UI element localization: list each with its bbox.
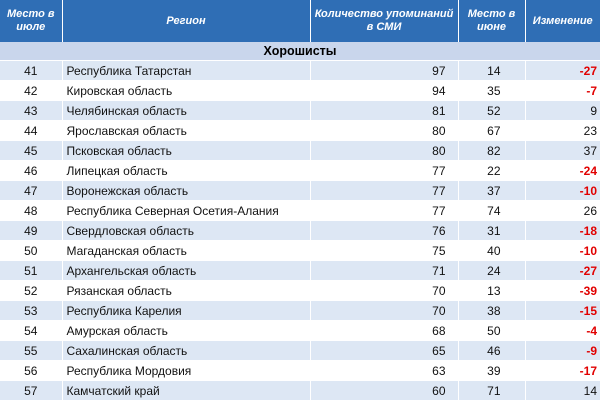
cell-rank-june: 46 (458, 341, 525, 361)
header-rank-june: Место в июне (458, 0, 525, 42)
table-row (0, 261, 600, 281)
cell-change: -4 (525, 321, 600, 341)
cell-mentions: 70 (310, 281, 458, 301)
cell-region: Псковская область (62, 141, 310, 161)
table-row (0, 81, 600, 101)
cell-mentions: 94 (310, 81, 458, 101)
cell-change: 23 (525, 121, 600, 141)
cell-change: -10 (525, 181, 600, 201)
cell-rank-july: 41 (0, 61, 62, 81)
cell-region: Республика Северная Осетия-Алания (62, 201, 310, 221)
cell-rank-june: 24 (458, 261, 525, 281)
cell-mentions: 81 (310, 101, 458, 121)
cell-change: 26 (525, 201, 600, 221)
cell-mentions: 70 (310, 301, 458, 321)
cell-region: Ярославская область (62, 121, 310, 141)
cell-rank-june: 67 (458, 121, 525, 141)
cell-mentions: 80 (310, 141, 458, 161)
header-rank-july: Место в июле (0, 0, 62, 42)
cell-region: Кировская область (62, 81, 310, 101)
cell-region: Республика Татарстан (62, 61, 310, 81)
cell-rank-july: 48 (0, 201, 62, 221)
cell-rank-june: 31 (458, 221, 525, 241)
cell-mentions: 77 (310, 181, 458, 201)
header-change: Изменение (525, 0, 600, 42)
cell-rank-july: 44 (0, 121, 62, 141)
cell-change: 37 (525, 141, 600, 161)
cell-rank-july: 55 (0, 341, 62, 361)
cell-mentions: 77 (310, 161, 458, 181)
cell-rank-june: 37 (458, 181, 525, 201)
cell-mentions: 60 (310, 381, 458, 401)
cell-change: -9 (525, 341, 600, 361)
cell-rank-july: 54 (0, 321, 62, 341)
cell-rank-july: 51 (0, 261, 62, 281)
cell-change: 9 (525, 101, 600, 121)
group-title: Хорошисты (0, 42, 600, 61)
table-row (0, 181, 600, 201)
cell-rank-july: 53 (0, 301, 62, 321)
cell-mentions: 75 (310, 241, 458, 261)
table-body (0, 42, 600, 401)
cell-region: Свердловская область (62, 221, 310, 241)
cell-change: -7 (525, 81, 600, 101)
cell-region: Камчатский край (62, 381, 310, 401)
cell-change: -27 (525, 261, 600, 281)
cell-mentions: 77 (310, 201, 458, 221)
cell-region: Сахалинская область (62, 341, 310, 361)
cell-rank-july: 43 (0, 101, 62, 121)
table-row (0, 121, 600, 141)
table-row (0, 241, 600, 261)
cell-rank-june: 71 (458, 381, 525, 401)
table-row (0, 141, 600, 161)
cell-change: -27 (525, 61, 600, 81)
cell-rank-june: 74 (458, 201, 525, 221)
cell-region: Архангельская область (62, 261, 310, 281)
cell-rank-june: 82 (458, 141, 525, 161)
header-mentions: Количество упоминаний в СМИ (310, 0, 458, 42)
cell-change: 14 (525, 381, 600, 401)
header-region: Регион (62, 0, 310, 42)
table-row (0, 281, 600, 301)
cell-change: -39 (525, 281, 600, 301)
table-row (0, 361, 600, 381)
cell-mentions: 71 (310, 261, 458, 281)
cell-rank-june: 40 (458, 241, 525, 261)
cell-region: Липецкая область (62, 161, 310, 181)
cell-rank-june: 22 (458, 161, 525, 181)
table-row (0, 321, 600, 341)
table-row (0, 101, 600, 121)
cell-rank-june: 52 (458, 101, 525, 121)
cell-region: Магаданская область (62, 241, 310, 261)
table-row (0, 61, 600, 81)
group-row (0, 42, 600, 61)
cell-rank-june: 38 (458, 301, 525, 321)
table-row (0, 381, 600, 401)
table-row (0, 301, 600, 321)
cell-mentions: 65 (310, 341, 458, 361)
cell-mentions: 97 (310, 61, 458, 81)
cell-mentions: 80 (310, 121, 458, 141)
cell-region: Республика Карелия (62, 301, 310, 321)
cell-rank-july: 45 (0, 141, 62, 161)
cell-rank-june: 39 (458, 361, 525, 381)
table-row (0, 161, 600, 181)
cell-rank-june: 14 (458, 61, 525, 81)
cell-mentions: 63 (310, 361, 458, 381)
table-header (0, 0, 600, 42)
cell-region: Рязанская область (62, 281, 310, 301)
cell-region: Амурская область (62, 321, 310, 341)
cell-mentions: 76 (310, 221, 458, 241)
cell-rank-july: 46 (0, 161, 62, 181)
cell-rank-july: 56 (0, 361, 62, 381)
cell-change: -18 (525, 221, 600, 241)
cell-region: Челябинская область (62, 101, 310, 121)
table-row (0, 221, 600, 241)
cell-rank-june: 35 (458, 81, 525, 101)
cell-rank-july: 49 (0, 221, 62, 241)
cell-change: -17 (525, 361, 600, 381)
cell-rank-july: 50 (0, 241, 62, 261)
cell-rank-june: 13 (458, 281, 525, 301)
table-row (0, 341, 600, 361)
cell-change: -10 (525, 241, 600, 261)
cell-mentions: 68 (310, 321, 458, 341)
cell-rank-july: 42 (0, 81, 62, 101)
cell-region: Республика Мордовия (62, 361, 310, 381)
cell-rank-july: 57 (0, 381, 62, 401)
cell-region: Воронежская область (62, 181, 310, 201)
cell-change: -15 (525, 301, 600, 321)
table-row (0, 201, 600, 221)
cell-change: -24 (525, 161, 600, 181)
cell-rank-june: 50 (458, 321, 525, 341)
cell-rank-july: 47 (0, 181, 62, 201)
cell-rank-july: 52 (0, 281, 62, 301)
